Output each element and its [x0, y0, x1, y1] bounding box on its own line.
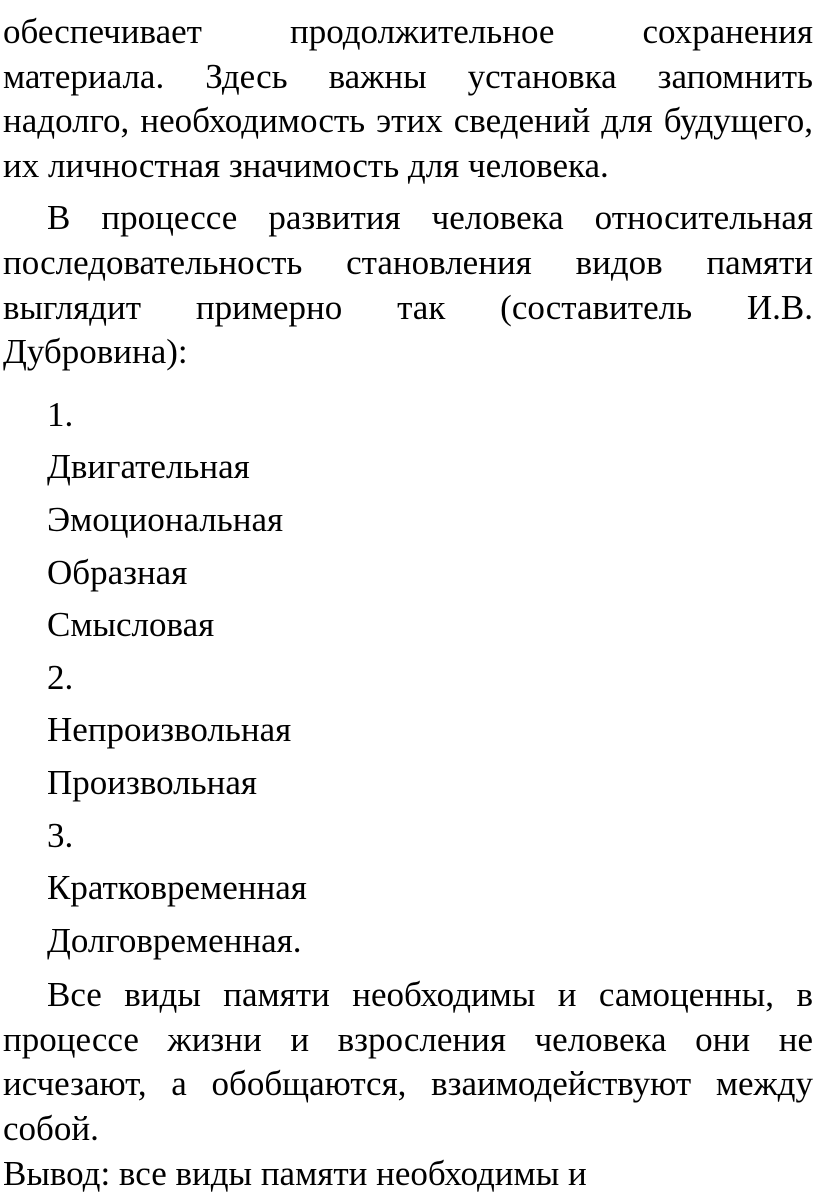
paragraph-memory-development: В процессе развития человека относительная последовательность становления видов памяти выглядит примерно так (составитель И.В. Дубровина):	[3, 198, 813, 372]
list-item: 3.	[47, 815, 74, 855]
list-item: Произвольная	[47, 762, 257, 802]
list-item: Эмоциональная	[47, 499, 284, 539]
list-item: Кратковременная	[47, 868, 307, 908]
list-item: Двигательная	[47, 447, 250, 487]
paragraph-all-types-needed: Все виды памяти необходимы и самоценны, в процессе жизни и взросления человека они не исчезают, а обобщаются, взаимодействуют между собой.	[3, 975, 813, 1149]
list-item: Долговременная.	[47, 920, 302, 960]
list-item: Непроизвольная	[47, 710, 292, 750]
conclusion-line: Вывод: все виды памяти необходимы и	[3, 1153, 587, 1193]
list-item: Образная	[47, 552, 188, 592]
document-page	[3, 0, 813, 1196]
list-item: 2.	[47, 657, 74, 697]
paragraph-continuation: обеспечивает продолжительное сохранения материала. Здесь важны установка запомнить надолго, необходимость этих сведений для будущего, их личностная значимость для человека.	[3, 12, 813, 185]
memory-types-list	[3, 389, 813, 968]
list-item: Смысловая	[47, 605, 215, 645]
list-item: 1.	[47, 394, 74, 434]
